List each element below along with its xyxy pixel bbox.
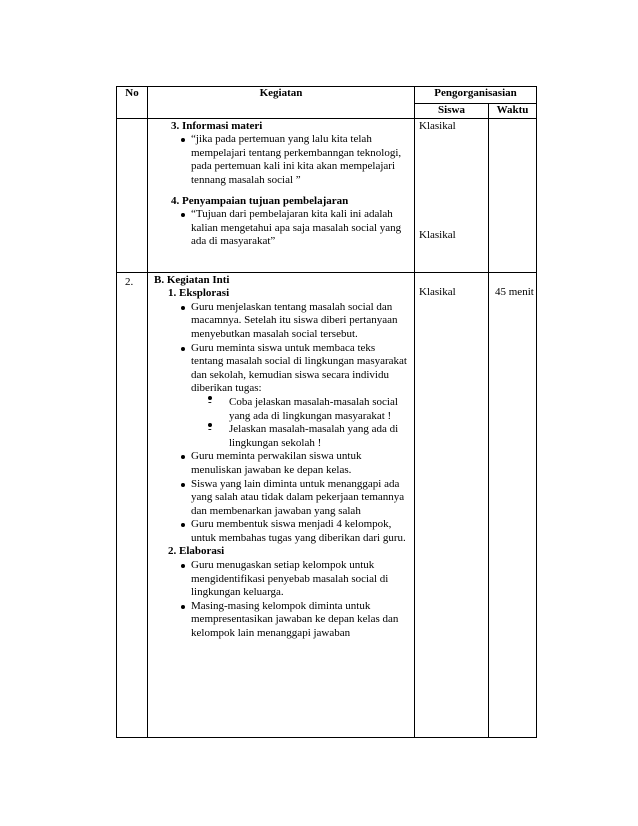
header-kegiatan: Kegiatan <box>148 87 415 119</box>
list-item <box>191 342 410 451</box>
siswa-cell <box>415 118 489 272</box>
list-item: “Tujuan dari pembelajaran kita kali ini adalah kalian mengetahui apa saja masalah social yang ada di masyarakat” <box>191 208 410 249</box>
list-item-text: Guru meminta siswa untuk membaca teks tentang masalah social di lingkungan masyarakat dan sekolah, kemudian siswa secara individu diberikan tugas: <box>191 341 407 395</box>
activity-cell <box>148 118 415 272</box>
section-heading: 4. Penyampaian tujuan pembelajaran <box>171 194 349 207</box>
waktu-cell <box>489 118 537 272</box>
section-heading: 1. Eksplorasi <box>168 287 230 300</box>
list-item: Siswa yang lain diminta untuk menanggapi ada yang salah atau tidak dalam pekerjaan temannya dan membenarkan jawaban yang salah <box>191 478 410 519</box>
header-no: No <box>117 87 148 119</box>
list-item: Guru menugaskan setiap kelompok untuk mengidentifikasi penyebab masalah social di lingkungan keluarga. <box>191 559 410 600</box>
siswa-value: Klasikal <box>419 119 456 132</box>
header-siswa: Siswa <box>415 104 489 119</box>
row-number <box>117 118 148 272</box>
list-item: Guru membentuk siswa menjadi 4 kelompok, untuk membahas tugas yang diberikan dari guru. <box>191 518 410 545</box>
siswa-value: Klasikal <box>419 229 456 242</box>
list-item: Guru menjelaskan tentang masalah social dan macamnya. Setelah itu siswa diberi pertanyaan menyebutkan masalah social tersebut. <box>191 301 410 342</box>
dash-item: - Jelaskan masalah-masalah yang ada di lingkungan sekolah ! <box>229 423 410 450</box>
row-number: 2. <box>117 272 148 737</box>
list-item: Masing-masing kelompok diminta untuk mempresentasikan jawaban ke depan kelas dan kelompok lain menanggapi jawaban <box>191 600 410 641</box>
header-waktu: Waktu <box>489 104 537 119</box>
section-heading: 2. Elaborasi <box>168 545 225 558</box>
waktu-cell: 45 menit <box>489 272 537 737</box>
dash-item: - Coba jelaskan masalah-masalah social yang ada di lingkungan masyarakat ! <box>229 396 410 423</box>
section-title: B. Kegiatan Inti <box>154 273 230 286</box>
activity-cell <box>148 272 415 737</box>
lesson-plan-table <box>116 86 537 738</box>
list-item: “jika pada pertemuan yang lalu kita telah mempelajari tentang perkembanngan teknologi, pada pertemuan kali ini kita akan mempelajari tennang masalah social ” <box>191 133 410 187</box>
siswa-cell: Klasikal <box>415 272 489 737</box>
header-pengorganisasian: Pengorganisasian <box>415 87 537 104</box>
list-item: Guru meminta perwakilan siswa untuk menuliskan jawaban ke depan kelas. <box>191 450 410 477</box>
section-heading: 3. Informasi materi <box>171 119 263 132</box>
table-row <box>117 272 537 737</box>
table-row <box>117 118 537 272</box>
